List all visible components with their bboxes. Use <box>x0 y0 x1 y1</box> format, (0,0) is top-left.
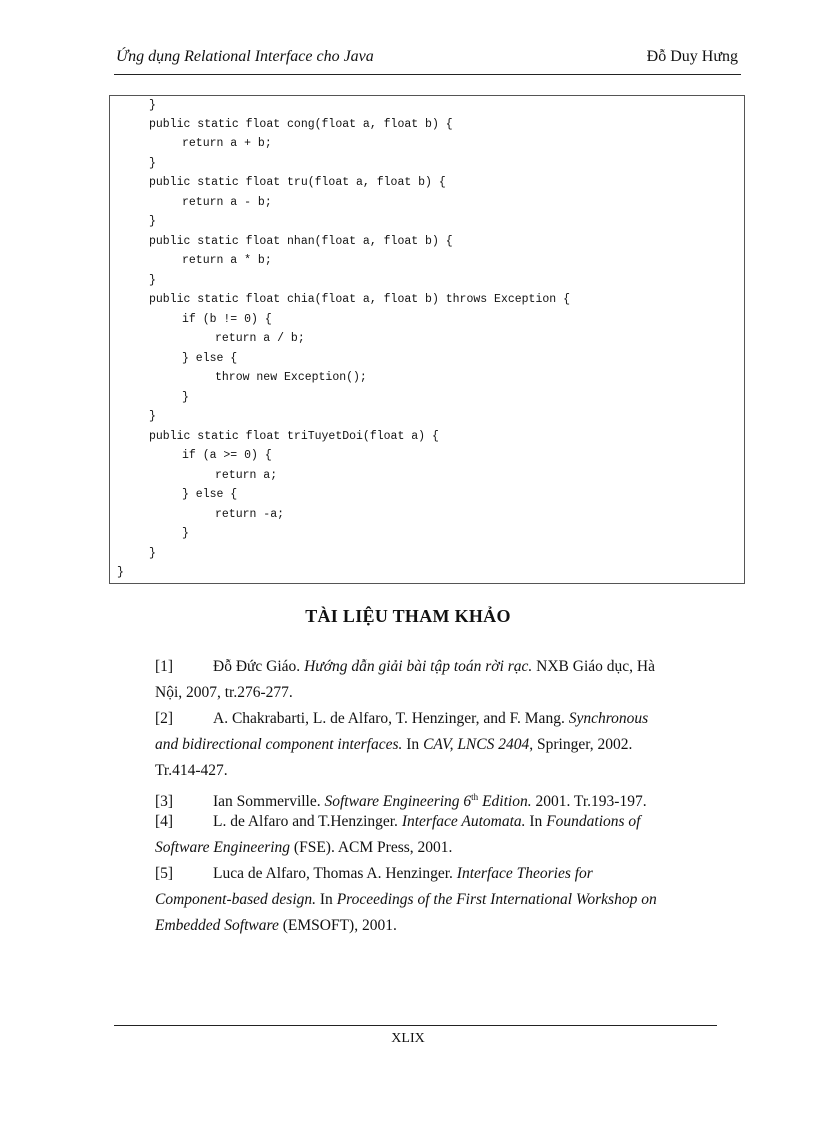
header-rule <box>114 74 741 75</box>
reference-details: 2001. Tr.193-197. <box>535 793 647 811</box>
reference-title: Software Engineering 6 <box>324 793 472 811</box>
reference-details: (FSE). ACM Press, 2001. <box>293 839 453 856</box>
reference-title: Interface Theories for <box>456 865 593 882</box>
reference-number: [4] <box>155 813 174 830</box>
page-number: XLIX <box>391 1031 425 1046</box>
reference-authors: L. de Alfaro and T.Henzinger. <box>213 813 398 830</box>
reference-item-continuation <box>155 732 740 758</box>
code-line: public static float tru(float a, float b) { <box>149 176 446 189</box>
code-line: } <box>182 527 189 540</box>
reference-authors: A. Chakrabarti, L. de Alfaro, T. Henzinger, and F. Mang. <box>213 710 565 727</box>
reference-publisher: , Springer, 2002. <box>529 736 633 753</box>
references-heading: TÀI LIỆU THAM KHẢO <box>305 606 511 626</box>
footer-rule <box>114 1025 717 1026</box>
code-line: } <box>149 99 156 112</box>
code-line: } else { <box>182 352 238 365</box>
reference-title: Synchronous <box>568 710 649 727</box>
code-line: return a - b; <box>182 196 272 209</box>
code-line: } <box>149 157 156 170</box>
code-line: public static float nhan(float a, float b) { <box>149 235 453 248</box>
reference-venue: Embedded Software <box>155 917 279 934</box>
reference-number: [2] <box>155 710 174 727</box>
reference-venue: Proceedings of the First International Workshop on <box>336 891 657 908</box>
code-line: } <box>149 215 156 228</box>
reference-title: Hướng dẫn giải bài tập toán rời rạc. <box>304 658 533 675</box>
reference-superscript: th <box>471 792 479 802</box>
reference-authors: Luca de Alfaro, Thomas A. Henzinger. <box>213 865 453 882</box>
code-line: } else { <box>182 488 238 501</box>
reference-item-continuation <box>155 887 740 913</box>
code-line: } <box>117 566 124 579</box>
code-line: } <box>149 274 156 287</box>
code-line: return a / b; <box>215 332 305 345</box>
code-line: return a * b; <box>182 254 272 267</box>
reference-item <box>155 706 740 732</box>
reference-number: [3] <box>155 793 174 811</box>
reference-number: [5] <box>155 865 174 882</box>
code-line: throw new Exception(); <box>215 371 367 384</box>
code-line: if (a >= 0) { <box>182 449 272 462</box>
reference-number: [1] <box>155 658 174 675</box>
reference-item-continuation <box>155 835 740 861</box>
header-title: Ứng dụng Relational Interface cho Java <box>116 48 374 65</box>
reference-publisher: NXB Giáo dục, Hà <box>536 658 655 675</box>
reference-in: In <box>319 891 333 908</box>
code-line: } <box>149 547 156 560</box>
reference-title-end: Edition. <box>482 793 532 811</box>
reference-authors: Đỗ Đức Giáo. <box>213 658 301 675</box>
reference-venue: Foundations of <box>546 813 641 830</box>
reference-item <box>155 654 740 680</box>
reference-item <box>155 809 740 835</box>
code-block <box>109 95 745 584</box>
reference-item-continuation <box>155 913 740 939</box>
reference-venue: CAV, LNCS 2404 <box>423 736 530 753</box>
code-line: public static float triTuyetDoi(float a) { <box>149 430 439 443</box>
reference-title: and bidirectional component interfaces. <box>155 736 403 753</box>
page-header <box>116 48 738 72</box>
reference-item <box>155 861 740 887</box>
reference-in: In <box>529 813 543 830</box>
reference-venue: Software Engineering <box>155 839 291 856</box>
code-line: } <box>182 391 189 404</box>
code-line: } <box>149 410 156 423</box>
code-line: return a; <box>215 469 278 482</box>
reference-title: Interface Automata. <box>401 813 526 830</box>
header-author: Đỗ Duy Hưng <box>646 48 738 65</box>
code-line: public static float chia(float a, float b) throws Exception { <box>149 293 570 306</box>
code-line: return a + b; <box>182 137 272 150</box>
reference-item-continuation <box>155 758 740 784</box>
reference-item-continuation <box>155 680 740 706</box>
reference-pages: Tr.414-427. <box>155 762 228 779</box>
reference-details: (EMSOFT), 2001. <box>282 917 397 934</box>
reference-details: Nội, 2007, tr.276-277. <box>155 684 293 701</box>
code-line: public static float cong(float a, float b) { <box>149 118 453 131</box>
reference-authors: Ian Sommerville. <box>213 793 321 811</box>
code-line: return -a; <box>215 508 285 521</box>
reference-in: In <box>406 736 420 753</box>
code-line: if (b != 0) { <box>182 313 272 326</box>
reference-title: Component-based design. <box>155 891 317 908</box>
